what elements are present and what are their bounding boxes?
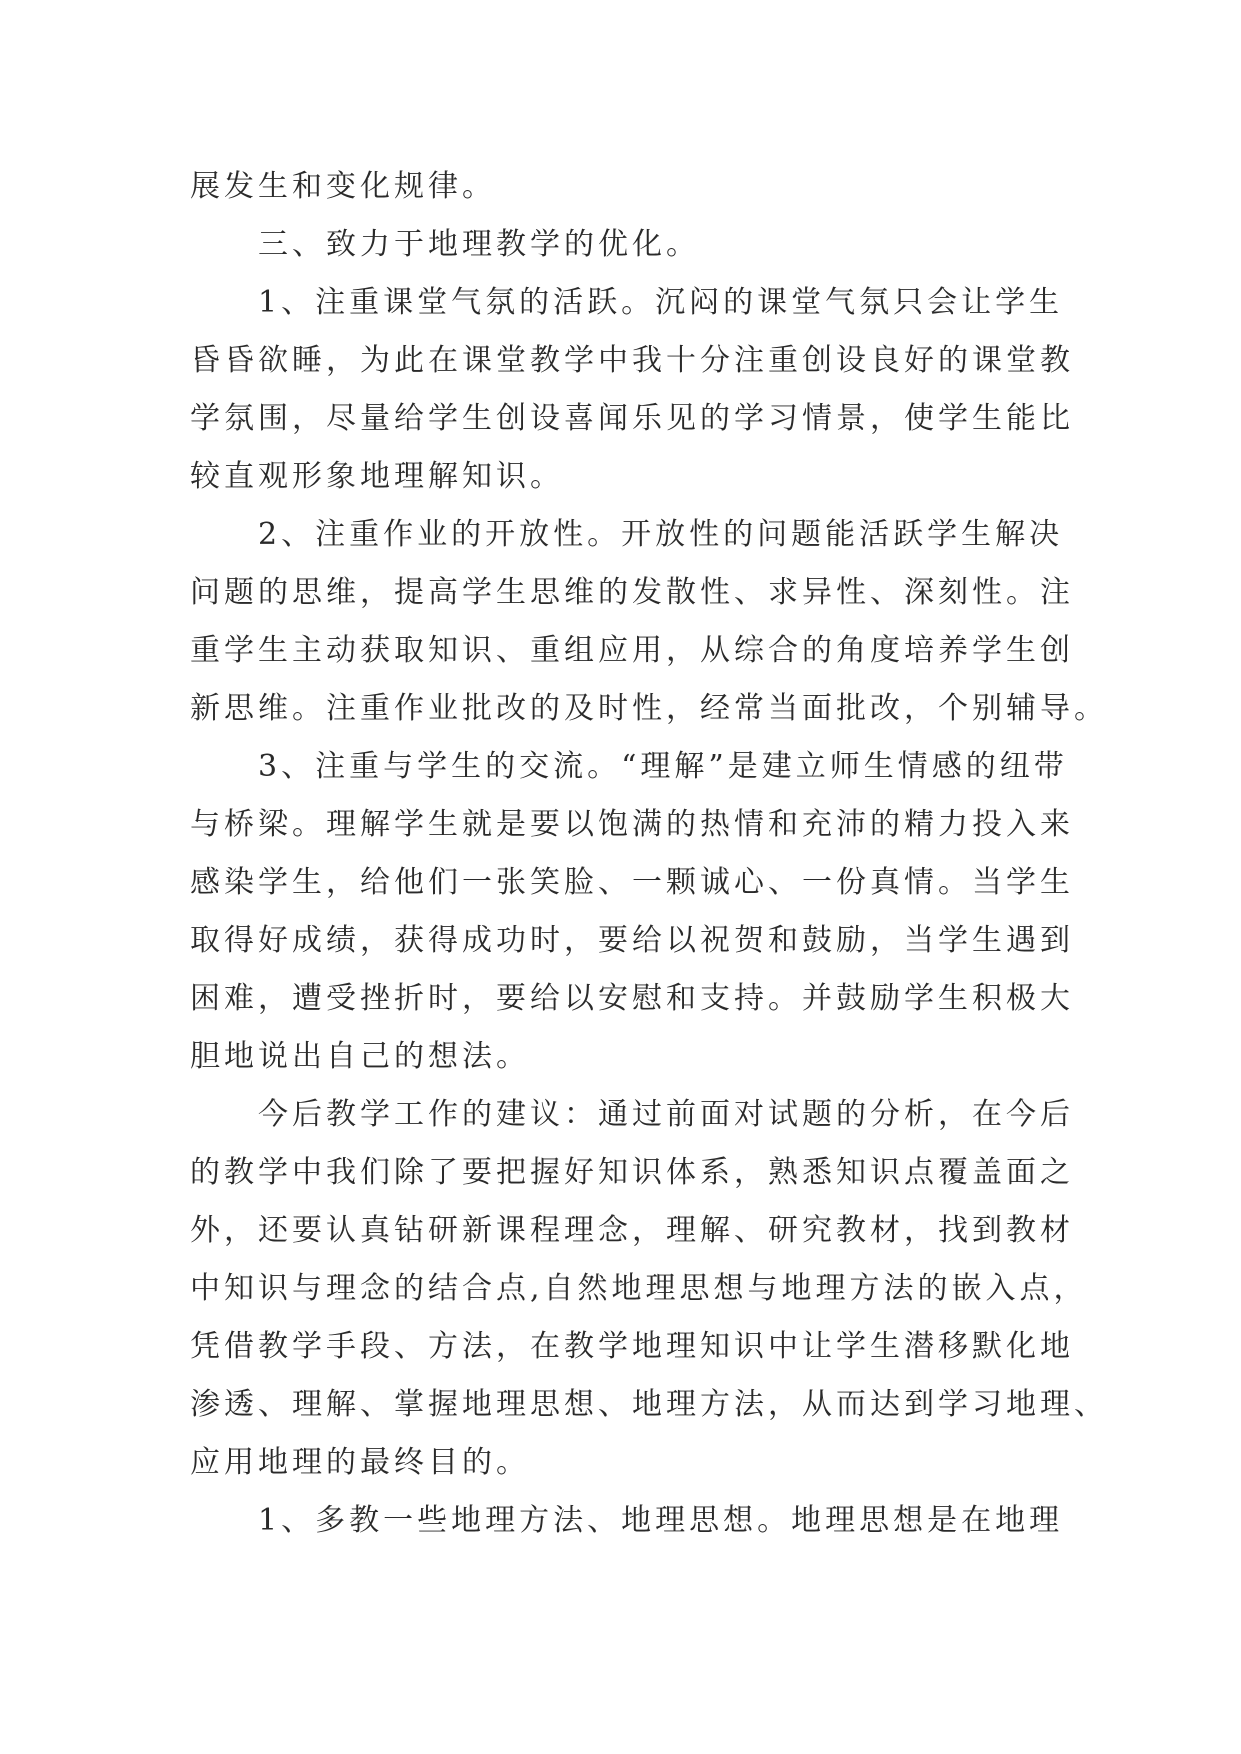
body-text: [190, 158, 1108, 1550]
text-line: 1、多教一些地理方法、地理思想。地理思想是在地理: [258, 1503, 1064, 1538]
text-line: 昏昏欲睡，为此在课堂教学中我十分注重创设良好的课堂教: [190, 343, 1074, 378]
text-line: 的教学中我们除了要把握好知识体系，熟悉知识点覆盖面之: [190, 1155, 1074, 1190]
text-line: 胆地说出自己的想法。: [190, 1039, 530, 1074]
text-line: 渗透、理解、掌握地理思想、地理方法，从而达到学习地理、: [190, 1387, 1108, 1422]
text-line: 应用地理的最终目的。: [190, 1445, 530, 1480]
text-line: 取得好成绩，获得成功时，要给以祝贺和鼓励，当学生遇到: [190, 923, 1074, 958]
text-line: 3、注重与学生的交流。“理解”是建立师生情感的纽带: [258, 749, 1068, 784]
text-line: 与桥梁。理解学生就是要以饱满的热情和充沛的精力投入来: [190, 807, 1074, 842]
text-line: 展发生和变化规律。: [190, 169, 496, 204]
text-line: 三、致力于地理教学的优化。: [258, 227, 700, 262]
text-line: 感染学生，给他们一张笑脸、一颗诚心、一份真情。当学生: [190, 865, 1074, 900]
text-line: 凭借教学手段、方法，在教学地理知识中让学生潜移默化地: [190, 1329, 1074, 1364]
text-line: 问题的思维，提高学生思维的发散性、求异性、深刻性。注: [190, 575, 1074, 610]
text-line: 较直观形象地理解知识。: [190, 459, 564, 494]
text-line: 中知识与理念的结合点,自然地理思想与地理方法的嵌入点，: [190, 1271, 1088, 1306]
text-line: 新思维。注重作业批改的及时性，经常当面批改，个别辅导。: [190, 691, 1108, 726]
text-line: 重学生主动获取知识、重组应用，从综合的角度培养学生创: [190, 633, 1074, 668]
text-line: 外，还要认真钻研新课程理念，理解、研究教材，找到教材: [190, 1213, 1074, 1248]
text-line: 困难，遭受挫折时，要给以安慰和支持。并鼓励学生积极大: [190, 981, 1074, 1016]
text-line: 今后教学工作的建议：通过前面对试题的分析，在今后: [258, 1097, 1074, 1132]
text-line: 1、注重课堂气氛的活跃。沉闷的课堂气氛只会让学生: [258, 285, 1064, 320]
text-line: 学氛围，尽量给学生创设喜闻乐见的学习情景，使学生能比: [190, 401, 1074, 436]
text-line: 2、注重作业的开放性。开放性的问题能活跃学生解决: [258, 517, 1064, 552]
